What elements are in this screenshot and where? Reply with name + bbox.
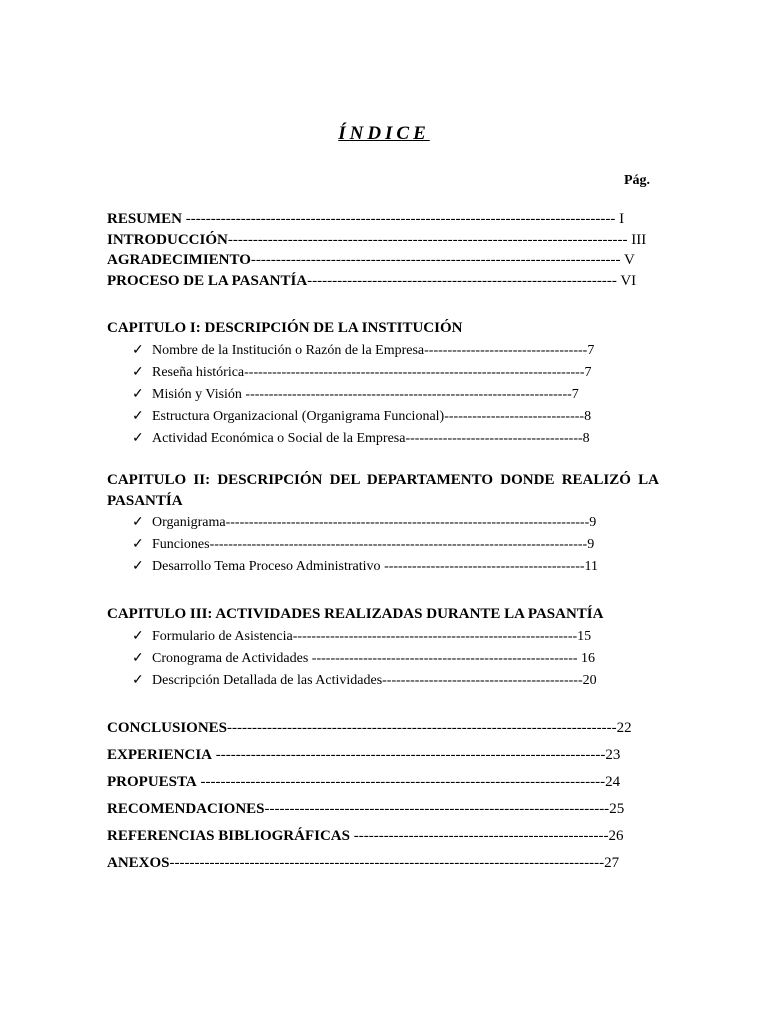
toc-entry-introduccion[interactable]	[107, 232, 646, 249]
toc-leader: --------------------------------------------------------------------------------	[227, 232, 628, 248]
toc-page-number: 15	[577, 629, 592, 644]
toc-entry-agradecimiento[interactable]	[107, 252, 635, 269]
toc-page-number: III	[627, 232, 647, 248]
toc-item-label: Actividad Económica o Social de la Empresa	[152, 431, 406, 446]
toc-leader: --------------------------------------------------------------------------------------	[182, 211, 616, 227]
toc-entry-label: RESUMEN	[107, 211, 183, 227]
checkmark-icon: ✓	[132, 629, 144, 644]
toc-leader: ------------------------------------------------------------------------------	[225, 515, 590, 530]
checkmark-icon: ✓	[132, 409, 144, 424]
checkmark-icon: ✓	[132, 515, 144, 530]
toc-leader: ------------------------------	[444, 409, 585, 424]
chapter-2-heading-continued: PASANTÍA	[107, 493, 183, 509]
checkmark-icon: ✓	[132, 651, 144, 666]
checkmark-icon: ✓	[132, 431, 144, 446]
toc-item-label: Formulario de Asistencia	[152, 629, 293, 644]
checkmark-icon: ✓	[132, 387, 144, 402]
toc-entry-label: CONCLUSIONES	[107, 720, 228, 736]
checkmark-icon: ✓	[132, 343, 144, 358]
toc-page-number: 8	[582, 431, 590, 446]
toc-leader: ---------------------------------------------------------------------	[264, 801, 610, 817]
toc-item[interactable]	[132, 628, 591, 645]
toc-leader: -------------------------------------------------------------------------	[244, 365, 585, 380]
toc-item-label: Desarrollo Tema Proceso Administrativo	[152, 559, 385, 574]
chapter-3-heading[interactable]: CAPITULO III: ACTIVIDADES REALIZADAS DURANTE LA PASANTÍA	[107, 606, 604, 622]
toc-entry-label: INTRODUCCIÓN	[107, 232, 228, 248]
toc-item[interactable]	[132, 536, 594, 553]
toc-item[interactable]	[132, 386, 579, 403]
checkmark-icon: ✓	[132, 673, 144, 688]
chapter-1-heading[interactable]: CAPITULO I: DESCRIPCIÓN DE LA INSTITUCIÓN	[107, 320, 463, 336]
toc-item-label: Organigrama	[152, 515, 226, 530]
toc-page-number: 25	[609, 801, 625, 817]
toc-page-number: 7	[584, 365, 592, 380]
toc-leader: -------------------------------------------	[382, 673, 583, 688]
toc-entry-label: PROCESO DE LA PASANTÍA	[107, 273, 308, 289]
toc-item-label: Misión y Visión	[152, 387, 246, 402]
toc-leader: ------------------------------------------------------------------------------	[227, 720, 617, 736]
toc-page-number: 26	[608, 828, 624, 844]
toc-leader: --------------------------------------------------------------	[307, 273, 617, 289]
toc-entry-experiencia[interactable]	[107, 747, 620, 764]
toc-page-number: VI	[616, 273, 637, 289]
page-column-label: Pág.	[624, 173, 651, 188]
toc-page-number: 24	[605, 774, 621, 790]
toc-entry-anexos[interactable]	[107, 855, 619, 872]
toc-entry-label: RECOMENDACIONES	[107, 801, 265, 817]
toc-item-label: Cronograma de Actividades	[152, 651, 312, 666]
page-title: ÍNDICE	[338, 123, 430, 144]
toc-entry-conclusiones[interactable]	[107, 720, 632, 737]
toc-item[interactable]	[132, 430, 590, 447]
toc-item-label: Funciones	[152, 537, 210, 552]
toc-entry-label: ANEXOS	[107, 855, 170, 871]
toc-page-number: 7	[587, 343, 595, 358]
toc-leader: --------------------------------------	[405, 431, 583, 446]
toc-entry-proceso[interactable]	[107, 273, 636, 290]
toc-page-number: 11	[584, 559, 599, 574]
toc-item-label: Reseña histórica	[152, 365, 245, 380]
toc-page-number: 22	[616, 720, 632, 736]
toc-leader: -------------------------------------------	[384, 559, 585, 574]
toc-item-label: Nombre de la Institución o Razón de la Empresa	[152, 343, 425, 358]
toc-entry-label: REFERENCIAS BIBLIOGRÁFICAS	[107, 828, 350, 844]
chapter-2-heading[interactable]: CAPITULO II: DESCRIPCIÓN DEL DEPARTAMENTO DONDE REALIZÓ LA	[107, 472, 659, 488]
toc-entry-referencias[interactable]	[107, 828, 623, 845]
checkmark-icon: ✓	[132, 365, 144, 380]
toc-page-number: V	[620, 252, 635, 268]
toc-item-label: Estructura Organizacional (Organigrama Funcional)	[152, 409, 445, 424]
toc-entry-label: EXPERIENCIA	[107, 747, 213, 763]
toc-leader: ----------------------------------------------------------------------	[245, 387, 572, 402]
toc-leader: ---------------------------------------------------------------------------------------	[169, 855, 605, 871]
toc-page-number: I	[615, 211, 625, 227]
toc-page-number: 9	[587, 537, 595, 552]
toc-page-number: 9	[589, 515, 597, 530]
toc-page-number: 27	[604, 855, 620, 871]
toc-item-label: Descripción Detallada de las Actividades	[152, 673, 383, 688]
toc-item[interactable]	[132, 408, 591, 425]
toc-leader: ---------------------------------------------------------------------------------	[196, 774, 606, 790]
checkmark-icon: ✓	[132, 559, 144, 574]
toc-item[interactable]	[132, 650, 595, 667]
toc-leader: ---------------------------------------------------------------------------------	[209, 537, 588, 552]
toc-entry-label: AGRADECIMIENTO	[107, 252, 251, 268]
checkmark-icon: ✓	[132, 537, 144, 552]
toc-entry-recomendaciones[interactable]	[107, 801, 624, 818]
toc-item[interactable]	[132, 364, 591, 381]
toc-leader: -----------------------------------	[424, 343, 588, 358]
toc-entry-label: PROPUESTA	[107, 774, 197, 790]
toc-item[interactable]	[132, 514, 596, 531]
toc-page-number: 8	[584, 409, 592, 424]
toc-entry-propuesta[interactable]	[107, 774, 620, 791]
toc-page-number: 20	[582, 673, 597, 688]
toc-leader: --------------------------------------------------------------------------	[250, 252, 621, 268]
toc-item[interactable]	[132, 672, 597, 689]
toc-leader: -------------------------------------------------------------	[292, 629, 578, 644]
toc-leader: ---------------------------------------------------------	[311, 651, 578, 666]
toc-leader: ------------------------------------------------------------------------------	[212, 747, 606, 763]
toc-leader: ---------------------------------------------------	[349, 828, 609, 844]
toc-page-number: 23	[605, 747, 621, 763]
toc-entry-resumen[interactable]	[107, 211, 624, 228]
toc-page-number: 7	[571, 387, 579, 402]
toc-item[interactable]	[132, 558, 598, 575]
toc-item[interactable]	[132, 342, 594, 359]
toc-page-number: 16	[577, 651, 596, 666]
